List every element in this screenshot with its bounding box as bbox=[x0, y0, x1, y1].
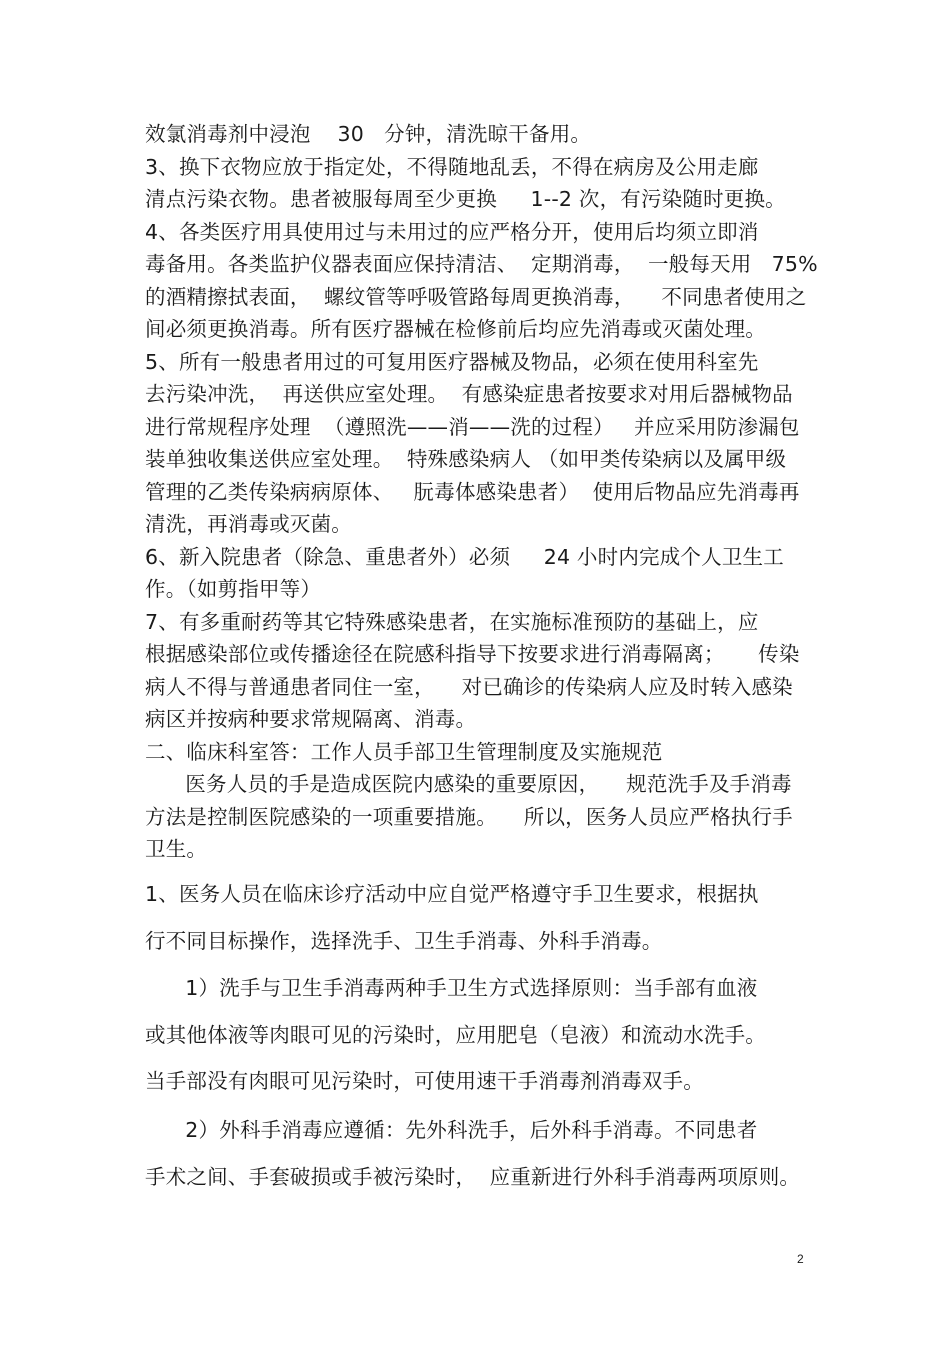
text-line: 1）洗手与卫生手消毒两种手卫生方式选择原则：当手部有血液 bbox=[145, 976, 758, 1000]
text-line: 作。（如剪指甲等） bbox=[145, 577, 322, 601]
text-line: 病区并按病种要求常规隔离、消毒。 bbox=[145, 707, 477, 731]
text-line: 5、所有一般患者用过的可复用医疗器械及物品，必须在使用科室先 bbox=[145, 350, 759, 374]
text-line: 3、换下衣物应放于指定处，不得随地乱丢，不得在病房及公用走廊 bbox=[145, 155, 759, 179]
text-line: 4、各类医疗用具使用过与未用过的应严格分开，使用后均须立即消 bbox=[145, 220, 759, 244]
text-line: 卫生。 bbox=[145, 837, 208, 861]
text-line: 7、有多重耐药等其它特殊感染患者，在实施标准预防的基础上，应 bbox=[145, 610, 759, 634]
page-number: 2 bbox=[797, 1252, 804, 1266]
text-line: 行不同目标操作，选择洗手、卫生手消毒、外科手消毒。 bbox=[145, 929, 663, 953]
text-line: 效氯消毒剂中浸泡 30 分钟，清洗晾干备用。 bbox=[145, 122, 592, 146]
text-line: 医务人员的手是造成医院内感染的重要原因， 规范洗手及手消毒 bbox=[145, 772, 792, 796]
text-line: 装单独收集送供应室处理。 特殊感染病人 （如甲类传染病以及属甲级 bbox=[145, 447, 787, 471]
text-line: 间必须更换消毒。所有医疗器械在检修前后均应先消毒或灭菌处理。 bbox=[145, 317, 766, 341]
text-line: 的酒精擦拭表面， 螺纹管等呼吸管路每周更换消毒， 不同患者使用之 bbox=[145, 285, 807, 309]
section-heading: 二、临床科室答：工作人员手部卫生管理制度及实施规范 bbox=[145, 740, 663, 764]
text-line: 当手部没有肉眼可见污染时，可使用速干手消毒剂消毒双手。 bbox=[145, 1069, 704, 1093]
text-line: 2）外科手消毒应遵循：先外科洗手，后外科手消毒。不同患者 bbox=[145, 1118, 758, 1142]
text-line: 清洗，再消毒或灭菌。 bbox=[145, 512, 352, 536]
text-line: 病人不得与普通患者同住一室， 对已确诊的传染病人应及时转入感染 bbox=[145, 675, 793, 699]
text-line: 或其他体液等肉眼可见的污染时，应用肥皂（皂液）和流动水洗手。 bbox=[145, 1023, 766, 1047]
text-line: 6、新入院患者（除急、重患者外）必须 24 小时内完成个人卫生工 bbox=[145, 545, 784, 569]
text-line: 方法是控制医院感染的一项重要措施。 所以，医务人员应严格执行手 bbox=[145, 805, 793, 829]
text-line: 管理的乙类传染病病原体、 朊毒体感染患者） 使用后物品应先消毒再 bbox=[145, 480, 800, 504]
text-line: 根据感染部位或传播途径在院感科指导下按要求进行消毒隔离； 传染 bbox=[145, 642, 800, 666]
text-line: 清点污染衣物。患者被服每周至少更换 1--2 次，有污染随时更换。 bbox=[145, 187, 786, 211]
text-line: 手术之间、手套破损或手被污染时， 应重新进行外科手消毒两项原则。 bbox=[145, 1165, 801, 1189]
text-line: 去污染冲洗， 再送供应室处理。 有感染症患者按要求对用后器械物品 bbox=[145, 382, 793, 406]
text-line: 毒备用。各类监护仪器表面应保持清洁、 定期消毒， 一般每天用 75% bbox=[145, 252, 818, 276]
text-line: 1、医务人员在临床诊疗活动中应自觉严格遵守手卫生要求，根据执 bbox=[145, 882, 759, 906]
text-line: 进行常规程序处理 （遵照洗——消——洗的过程） 并应采用防渗漏包 bbox=[145, 415, 800, 439]
